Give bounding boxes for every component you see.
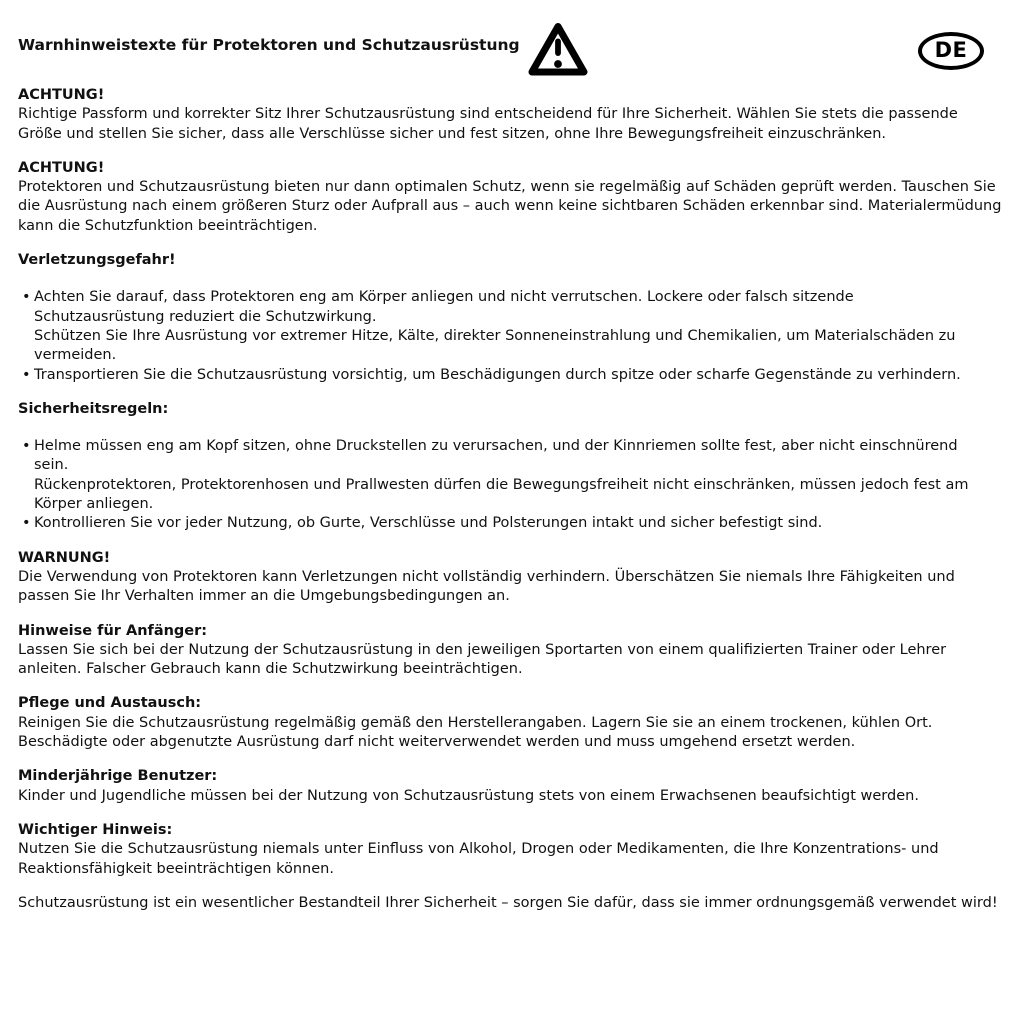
list-item: [18, 366, 1006, 385]
bullet-list: [18, 288, 1006, 384]
section-achtung-1: [18, 86, 1006, 144]
section-paragraph: Lassen Sie sich bei der Nutzung der Schutzausrüstung in den jeweiligen Sportarten von einem qualifizierten Trainer oder Lehrer anleiten. Falscher Gebrauch kann die Schutzwirkung beeinträchtigen.: [18, 641, 947, 678]
warning-triangle-icon: [528, 21, 588, 84]
section-heading: Hinweise für Anfänger:: [18, 622, 208, 639]
section-hinweise-anfaenger: [18, 622, 1006, 680]
section-pflege-austausch: [18, 694, 1006, 752]
section-warnung: [18, 549, 1006, 607]
section-paragraph: Nutzen Sie die Schutzausrüstung niemals unter Einfluss von Alkohol, Drogen oder Medikamenten, die Ihre Konzentrations- und Reaktionsfähigkeit beeinträchtigen können.: [18, 841, 939, 877]
section-heading: Verletzungsgefahr!: [18, 252, 176, 269]
bullet-line: Transportieren Sie die Schutzausrüstung vorsichtig, um Beschädigungen durch spitze oder scharfe Gegenstände zu verhindern.: [34, 366, 961, 383]
section-heading: Pflege und Austausch:: [18, 695, 202, 712]
section-achtung-2: [18, 159, 1006, 236]
bullet-text: [34, 514, 986, 533]
language-badge-label: DE: [934, 38, 968, 63]
bullet-icon: •: [22, 289, 31, 306]
bullet-icon: •: [22, 515, 31, 532]
bullet-icon: •: [22, 438, 31, 455]
bullet-line: Helme müssen eng am Kopf sitzen, ohne Druckstellen zu verursachen, und der Kinnriemen sollte fest, aber nicht einschnürend sein.: [34, 438, 958, 474]
list-item: [18, 437, 1006, 514]
section-wichtiger-hinweis: [18, 821, 1006, 879]
section-paragraph: Kinder und Jugendliche müssen bei der Nutzung von Schutzausrüstung stets von einem Erwachsenen beaufsichtigt werden.: [18, 787, 919, 804]
section-paragraph: Die Verwendung von Protektoren kann Verletzungen nicht vollständig verhindern. Überschätzen Sie niemals Ihre Fähigkeiten und passen Sie Ihr Verhalten immer an die Umgebungsbedingungen an.: [18, 568, 955, 605]
bullet-text: [34, 437, 986, 514]
bullet-line: Kontrollieren Sie vor jeder Nutzung, ob Gurte, Verschlüsse und Polsterungen intakt und sicher befestigt sind.: [34, 515, 823, 532]
bullet-text: [34, 288, 986, 365]
bullet-icon: •: [22, 366, 31, 383]
section-paragraph: Reinigen Sie die Schutzausrüstung regelmäßig gemäß den Herstellerangaben. Lagern Sie sie an einem trockenen, kühlen Ort. Beschädigte oder abgenutzte Ausrüstung darf nicht weiterverwendet werden und muss umgehend ersetzt werden.: [18, 714, 933, 751]
list-item: [18, 288, 1006, 365]
section-minderjaehrige-benutzer: [18, 767, 1006, 806]
language-badge: [918, 32, 984, 70]
document-header: [18, 20, 1006, 80]
bullet-line: Schützen Sie Ihre Ausrüstung vor extremer Hitze, Kälte, direkter Sonneneinstrahlung und Chemikalien, um Materialschäden zu vermeiden.: [34, 327, 956, 364]
section-sicherheitsregeln: [18, 400, 1006, 534]
section-heading: Minderjährige Benutzer:: [18, 768, 218, 785]
bullet-line: Rückenprotektoren, Protektorenhosen und Prallwesten dürfen die Bewegungsfreiheit nicht einschränken, müssen jedoch fest am Körper anliegen.: [34, 476, 969, 513]
section-heading: Wichtiger Hinweis:: [18, 821, 173, 838]
section-paragraph: Richtige Passform und korrekter Sitz Ihrer Schutzausrüstung sind entscheidend für Ihre Sicherheit. Wählen Sie stets die passende Größe und stellen Sie sicher, dass alle Verschlüsse sicher und fest sitzen, ohne Ihre Bewegungsfreiheit einzuschränken.: [18, 106, 958, 142]
closing-paragraph: Schutzausrüstung ist ein wesentlicher Bestandteil Ihrer Sicherheit – sorgen Sie dafür, dass sie immer ordnungsgemäß verwendet wird!: [18, 894, 998, 911]
bullet-line: Achten Sie darauf, dass Protektoren eng am Körper anliegen und nicht verrutschen. Lockere oder falsch sitzende Schutzausrüstung reduziert die Schutzwirkung.: [34, 289, 854, 325]
section-heading: Sicherheitsregeln:: [18, 400, 169, 417]
section-heading: ACHTUNG!: [18, 159, 105, 176]
section-verletzungsgefahr: [18, 251, 1006, 385]
section-heading: ACHTUNG!: [18, 87, 105, 103]
list-item: [18, 514, 1006, 533]
bullet-text: [34, 366, 986, 385]
section-paragraph: Protektoren und Schutzausrüstung bieten nur dann optimalen Schutz, wenn sie regelmäßig auf Schäden geprüft werden. Tauschen Sie die Ausrüstung nach einem größeren Sturz oder Aufprall aus – auch wenn keine sichtbaren Schäden erkennbar sind. Materialermüdung kann die Schutzfunktion beeinträchtigen.: [18, 179, 1002, 234]
bullet-list: [18, 437, 1006, 533]
section-heading: WARNUNG!: [18, 549, 111, 566]
page-title: Warnhinweistexte für Protektoren und Schutzausrüstung: [18, 36, 520, 54]
